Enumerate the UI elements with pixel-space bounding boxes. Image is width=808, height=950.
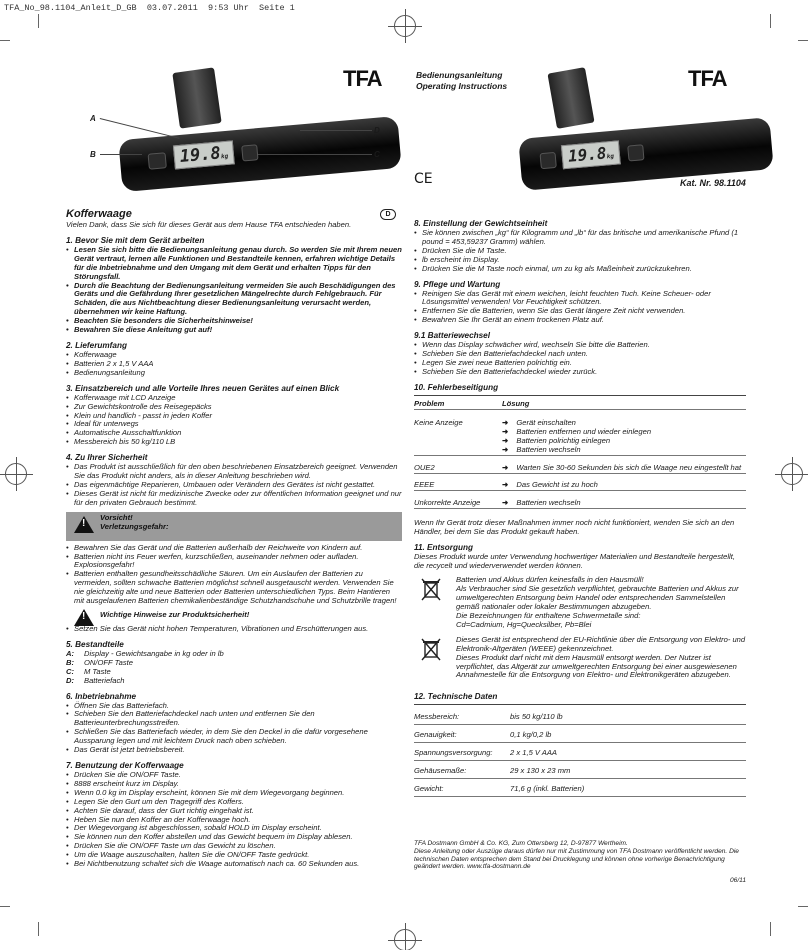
list-item: • Ideal für unterwegs: [66, 420, 402, 429]
list-item: • Bedienungsanleitung: [66, 369, 402, 378]
callout-a: A: [90, 114, 96, 123]
crop-mark: [770, 14, 771, 28]
crop-mark: [798, 40, 808, 41]
list-item: • Der Wiegevorgang ist abgeschlossen, sobald HOLD im Display erscheint.: [66, 824, 402, 833]
section-7-title: 7. Benutzung der Kofferwaage: [66, 760, 184, 770]
warning-subtitle: Verletzungsgefahr:: [100, 521, 169, 531]
section-2-title: 2. Lieferumfang: [66, 340, 127, 350]
arrow-right-icon: ➜: [502, 497, 509, 507]
crop-mark: [0, 40, 10, 41]
section-10-title: 10. Fehlerbeseitigung: [414, 382, 499, 392]
section-1-title: 1. Bevor Sie mit dem Gerät arbeiten: [66, 235, 205, 245]
disposal-text: Dieses Produkt darf nicht mit dem Hausmüll entsorgt werden. Der Nutzer ist verpflichtet, das Altgerät zur umweltgerechten Entsorgung bei einer ausgewiesenen Annahmestelle für die Entsorgung von Elektro- und Elektronikgeräten abzugeben.: [456, 652, 737, 680]
list-item: • Schließen Sie das Batteriefach wieder, in dem Sie den Deckel in die dafür vorgesehene Aussparung legen und mit leichtem Druck nach oben schieben.: [66, 728, 402, 746]
m-button-image: [627, 144, 644, 161]
disposal-text: Die Bezeichnungen für enthaltene Schwermetalle sind:: [456, 611, 641, 621]
registration-mark-icon: [5, 463, 27, 485]
list-item: • Kofferwaage: [66, 351, 402, 360]
list-item: • Setzen Sie das Gerät nicht hohen Temperaturen, Vibrationen und Erschütterungen aus.: [66, 625, 402, 634]
crop-mark: [38, 14, 39, 28]
section-11-title: 11. Entsorgung: [414, 542, 473, 552]
list-item: • Batterien enthalten gesundheitsschädliche Säuren. Um ein Auslaufen der Batterien zu vermeiden, sollten schwache Batterien möglichst schnell ausgetauscht werden. Verwenden Sie nie gleichzeitig alte und neue Batterien oder Batterien unterschiedlichen Typs. Beim Hantieren mit ausgelaufenen Batterien chemikalienbeständige Schutzhandschuhe und Schutzbrille tragen!: [66, 570, 402, 606]
list-item: • Das eigenmächtige Reparieren, Umbauen oder Verändern des Gerätes ist nicht gestattet.: [66, 481, 402, 490]
list-item: • Das Gerät ist jetzt betriebsbereit.: [66, 746, 402, 755]
callout-d: D: [374, 126, 380, 135]
article-number: Kat. Nr. 98.1104: [680, 178, 746, 188]
section-3-title: 3. Einsatzbereich und alle Vorteile Ihres neuen Gerätes auf einen Blick: [66, 383, 340, 393]
right-column: [414, 219, 746, 797]
disposal-text: Batterien und Akkus dürfen keinesfalls in den Hausmüll!: [456, 575, 644, 585]
list-item: • Sie können nun den Koffer abstellen und das Gewicht bequem im Display ablesen.: [66, 833, 402, 842]
fault-solutions: ➜ Gerät einschalten ➜ Batterien entfernen und wieder einlegen ➜ Batterien polrichtig einlegen ➜ Batterien wechseln: [502, 417, 746, 456]
brand-logo: TFA: [343, 66, 382, 91]
crop-mark: [770, 922, 771, 936]
strap-image: [172, 67, 221, 128]
fault-table: [414, 398, 746, 509]
list-item: • Klein und handlich - passt in jeden Koffer: [66, 412, 402, 421]
list-item: • Automatische Ausschaltfunktion: [66, 429, 402, 438]
arrow-right-icon: ➜: [502, 418, 509, 428]
safety-heading: [66, 611, 402, 625]
cover-line2: Operating Instructions: [416, 81, 508, 91]
brand-logo: TFA: [688, 66, 727, 91]
m-button-image: [241, 144, 258, 161]
list-item: • Schieben Sie den Batteriefachdeckel nach unten.: [414, 350, 746, 359]
list-item: • Drücken Sie die M Taste.: [414, 247, 746, 256]
list-item: • Schieben Sie den Batteriefachdeckel nach unten und entfernen Sie den Batterieunterbrechungsstreifen.: [66, 710, 402, 728]
callout-c: C: [374, 150, 380, 159]
list-item: • Beachten Sie besonders die Sicherheitshinweise!: [66, 317, 402, 326]
list-item: • Schieben Sie den Batteriefachdeckel wieder zurück.: [414, 368, 746, 377]
crop-mark: [798, 906, 808, 907]
list-item: • Durch die Beachtung der Bedienungsanleitung vermeiden Sie auch Beschädigungen des Geräts und die Gefährdung Ihrer gesetzlichen Mängelrechte durch Fehlgebrauch. Für Schäden, die aus Nichtbeachtung dieser Bedienungsanleitung verursacht werden, übernehmen wir keine Haftung.: [66, 282, 402, 318]
list-item: • 8888 erscheint kurz im Display.: [66, 780, 402, 789]
list-item: • Heben Sie nun den Koffer an der Kofferwaage hoch.: [66, 816, 402, 825]
fault-solutions: ➜ Das Gewicht ist zu hoch: [502, 479, 746, 491]
callout-leader: [100, 118, 180, 139]
warning-title: Vorsicht!: [100, 512, 133, 522]
fault-solutions: ➜ Warten Sie 30-60 Sekunden bis sich die Waage neu eingestellt hat: [502, 462, 746, 474]
table-row: Gewicht: 71,6 g (inkl. Batterien): [414, 779, 746, 797]
warning-triangle-icon: !: [74, 516, 94, 533]
list-item: • Wenn das Display schwächer wird, wechseln Sie bitte die Batterien.: [414, 341, 746, 350]
table-row: [414, 417, 746, 456]
cover-title: [416, 70, 556, 92]
table-row: Spannungsversorgung: 2 x 1,5 V AAA: [414, 743, 746, 761]
section-4-title: 4. Zu Ihrer Sicherheit: [66, 453, 148, 463]
list-item: • Bewahren Sie diese Anleitung gut auf!: [66, 326, 402, 335]
list-item: • Sie können zwischen „kg“ für Kilogramm und „lb“ für das britische und amerikanische Pfund (1 pound = 453,59237 Gramm) wählen.: [414, 229, 746, 247]
list-item: • lb erscheint im Display.: [414, 256, 746, 265]
lcd-display: 19.8kg: [173, 140, 235, 169]
list-item: • Drücken Sie die ON/OFF Taste um das Gewicht zu löschen.: [66, 842, 402, 851]
divider: [414, 704, 746, 705]
warning-triangle-icon: !: [74, 609, 94, 626]
list-item: • Dieses Gerät ist nicht für medizinische Zwecke oder zur öffentlichen Information geeignet und nur für den privaten Gebrauch bestimmt.: [66, 490, 402, 508]
registration-mark-icon: [394, 929, 416, 950]
fault-solutions: ➜ Batterien wechseln: [502, 497, 746, 509]
doc-title: Kofferwaage: [66, 208, 132, 220]
column-header: Problem: [414, 398, 502, 410]
section-12-title: 12. Technische Daten: [414, 692, 498, 702]
callout-leader: [300, 130, 372, 131]
list-item: • Kofferwaage mit LCD Anzeige: [66, 394, 402, 403]
list-item: • Entfernen Sie die Batterien, wenn Sie das Gerät längere Zeit nicht verwenden.: [414, 307, 746, 316]
left-column: [66, 207, 402, 869]
list-item: • Wenn 0.0 kg im Display erscheint, können Sie mit dem Wiegevorgang beginnen.: [66, 789, 402, 798]
list-item: • Bewahren Sie Ihr Gerät an einem trockenen Platz auf.: [414, 316, 746, 325]
list-item: • Bewahren Sie das Gerät und die Batterien außerhalb der Reichweite von Kindern auf.: [66, 544, 402, 553]
table-header-row: [414, 398, 746, 410]
table-row: Genauigkeit: 0,1 kg/0,2 lb: [414, 725, 746, 743]
battery-disposal-block: [414, 576, 746, 629]
list-item: • Lesen Sie sich bitte die Bedienungsanleitung genau durch. So werden Sie mit Ihrem neuen Gerät vertraut, lernen alle Funktionen und Bestandteile kennen, erfahren wichtige Details für die Inbetriebnahme und den Umgang mit dem Gerät und erhalten Tipps für den Störungsfall.: [66, 246, 402, 282]
onoff-button-image: [540, 152, 557, 169]
disposal-intro: Dieses Produkt wurde unter Verwendung hochwertiger Materialien und Bestandteile hergestellt, die recycelt und wiederverwendet werden können.: [414, 551, 735, 570]
table-row: Messbereich: bis 50 kg/110 lb: [414, 707, 746, 725]
table-row: [414, 462, 746, 474]
list-item: • Drücken Sie die ON/OFF Taste.: [66, 771, 402, 780]
crossed-bin-icon: [420, 638, 442, 662]
disposal-text: Als Verbraucher sind Sie gesetzlich verpflichtet, gebrauchte Batterien und Akkus zur umweltgerechten Entsorgung beim Handel oder entsprechenden Sammelstellen gemäß nationaler oder lokaler Bestimmungen abzugeben.: [456, 584, 739, 612]
tech-table: [414, 707, 746, 797]
arrow-right-icon: ➜: [502, 480, 509, 490]
component-row: B: ON/OFF Taste: [66, 657, 133, 667]
footer: [414, 840, 746, 885]
list-item: • Legen Sie den Gurt um den Tragegriff des Koffers.: [66, 798, 402, 807]
disposal-text: Cd=Cadmium, Hg=Quecksilber, Pb=Blei: [456, 619, 592, 629]
component-row: A: Display - Gewichtsangabe in kg oder in lb: [66, 648, 224, 658]
registration-mark-icon: [394, 15, 416, 37]
arrow-right-icon: ➜: [502, 445, 509, 455]
disposal-text: Dieses Gerät ist entsprechend der EU-Richtlinie über die Entsorgung von Elektro- und Elektronik-Altgeräten (WEEE) gekennzeichnet.: [456, 634, 746, 653]
footer-address: TFA Dostmann GmbH & Co. KG, Zum Ottersberg 12, D-97877 Wertheim.: [414, 840, 628, 847]
section-5-title: 5. Bestandteile: [66, 639, 124, 649]
print-date: 06/11: [729, 877, 746, 885]
print-header: TFA_No_98.1104_Anleit_D_GB 03.07.2011 9:53 Uhr Seite 1: [4, 3, 295, 13]
callout-leader: [258, 154, 372, 155]
safety-title: Wichtige Hinweise zur Produktsicherheit!: [100, 610, 250, 619]
registration-mark-icon: [781, 463, 803, 485]
callout-b: B: [90, 150, 96, 159]
language-badge: D: [380, 209, 396, 220]
list-item: • Legen Sie zwei neue Batterien polrichtig ein.: [414, 359, 746, 368]
warning-banner: [66, 512, 402, 541]
table-row: Gehäusemaße: 29 x 130 x 23 mm: [414, 761, 746, 779]
crossed-bin-icon: [420, 578, 442, 602]
section-9-title: 9. Pflege und Wartung: [414, 279, 501, 289]
strap-image: [547, 67, 594, 129]
divider: [414, 395, 746, 396]
crop-mark: [38, 922, 39, 936]
component-row: C: M Taste: [66, 666, 111, 676]
arrow-right-icon: ➜: [502, 462, 509, 472]
list-item: • Um die Waage auszuschalten, halten Sie die ON/OFF Taste gedrückt.: [66, 851, 402, 860]
table-row: [414, 479, 746, 491]
callout-leader: [100, 154, 142, 155]
list-item: • Bei Nichtbenutzung schaltet sich die Waage automatisch nach ca. 60 Sekunden aus.: [66, 860, 402, 869]
list-item: • Batterien nicht ins Feuer werfen, kurzschließen, auseinander nehmen oder aufladen. Explosionsgefahr!: [66, 553, 402, 571]
arrow-right-icon: ➜: [502, 427, 509, 437]
fault-problem: Keine Anzeige: [414, 417, 502, 456]
lcd-display: 19.8kg: [561, 140, 621, 169]
table-row: [414, 497, 746, 509]
section-9-1-title: 9.1 Batteriewechsel: [414, 331, 491, 341]
list-item: • Das Produkt ist ausschließlich für den oben beschriebenen Einsatzbereich geeignet. Verwenden Sie das Produkt nicht anders, als in dieser Anleitung beschrieben wird.: [66, 463, 402, 481]
list-item: • Reinigen Sie das Gerät mit einem weichen, leicht feuchten Tuch. Keine Scheuer- oder Lösungsmittel verwenden! Vor Feuchtigkeit schützen.: [414, 290, 746, 308]
intro-text: Vielen Dank, dass Sie sich für dieses Gerät aus dem Hause TFA entschieden haben.: [66, 220, 352, 229]
ce-mark: CE: [414, 171, 433, 187]
arrow-right-icon: ➜: [502, 436, 509, 446]
fault-problem: EEEE: [414, 479, 502, 491]
crop-mark: [0, 906, 10, 907]
fault-note: Wenn Ihr Gerät trotz dieser Maßnahmen immer noch nicht funktioniert, wenden Sie sich an den Händler, bei dem Sie das Produkt gekauft haben.: [414, 517, 735, 536]
list-item: • Zur Gewichtskontrolle des Reisegepäcks: [66, 403, 402, 412]
section-6-title: 6. Inbetriebnahme: [66, 691, 137, 701]
fault-problem: OUE2: [414, 462, 502, 474]
footer-legal: Diese Anleitung oder Auszüge daraus dürfen nur mit Zustimmung von TFA Dostmann veröffentlicht werden. Die technischen Daten entsprechen dem Stand bei Drucklegung und können ohne vorherige Benachrichtigung geändert werden. www.tfa-dostmann.de: [414, 847, 739, 871]
list-item: • Öffnen Sie das Batteriefach.: [66, 702, 402, 711]
section-8-title: 8. Einstellung der Gewichtseinheit: [414, 219, 548, 228]
component-row: D: Batteriefach: [66, 675, 125, 685]
onoff-button-image: [148, 152, 167, 170]
column-header: Lösung: [502, 398, 746, 410]
list-item: • Achten Sie darauf, dass der Gurt richtig eingehakt ist.: [66, 807, 402, 816]
list-item: • Drücken Sie die M Taste noch einmal, um zu kg als Maßeinheit zurückzukehren.: [414, 265, 746, 274]
cover-line1: Bedienungsanleitung: [416, 70, 503, 80]
weee-disposal-block: [414, 636, 746, 681]
list-item: • Batterien 2 x 1,5 V AAA: [66, 360, 402, 369]
fault-problem: Unkorrekte Anzeige: [414, 497, 502, 509]
list-item: • Messbereich bis 50 kg/110 LB: [66, 438, 402, 447]
